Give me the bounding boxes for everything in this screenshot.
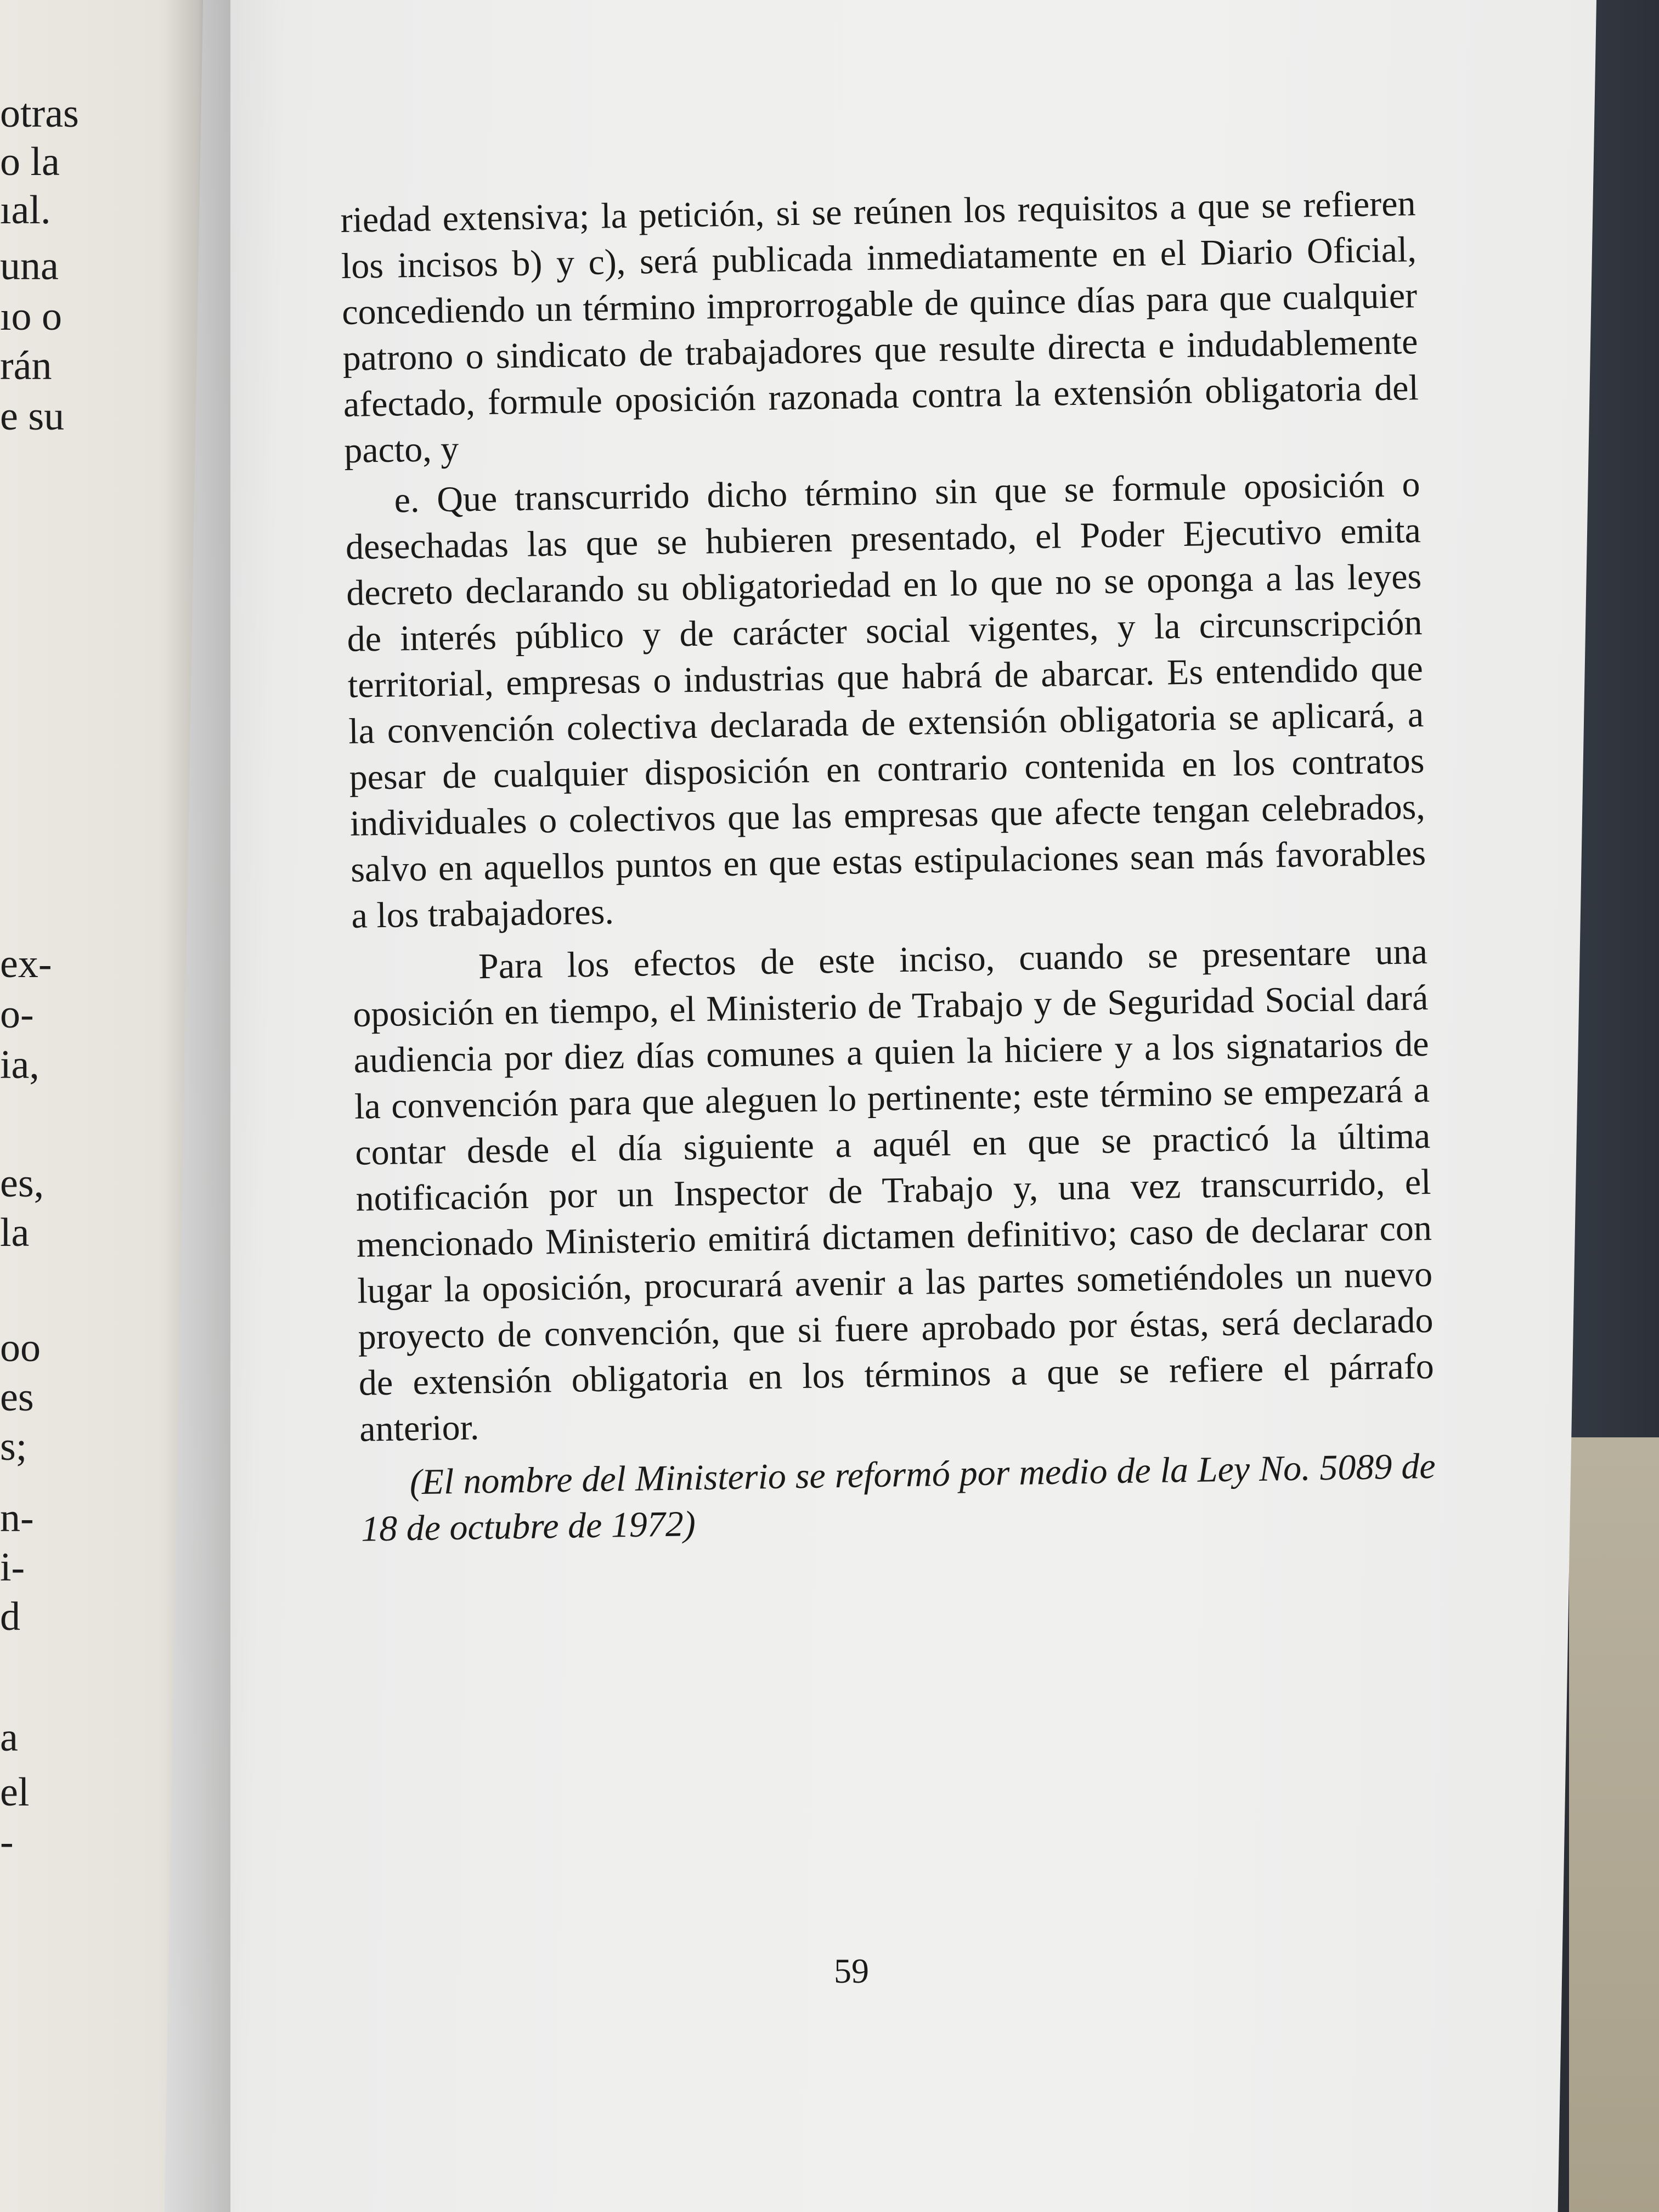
left-page-fragment: a — [0, 1715, 18, 1760]
paragraph-effects: Para los efectos de este inciso, cuando se presentare una oposición en tiempo, el Ministerio de Trabajo y de Seguridad Social dará audiencia por diez días comunes a quien la hiciere y a los signatarios de la convención para que aleguen lo pertinente; este término se empezará a contar desde el día siguiente a aquél en que se practicó la última notificación por un Inspector de Trabajo y, una vez transcurrido, el mencionado Ministerio emitirá dictamen definitivo; caso de declarar con lugar la oposición, procurará avenir a las partes sometiéndoles un nuevo proyecto de convención, que si fuere aprobado por éstas, será declarado de extensión obligatoria en los términos a que se refiere el párrafo anterior. — [352, 932, 1435, 1449]
gutter-shadow — [165, 0, 230, 2212]
left-page-fragment: - — [0, 1819, 14, 1864]
page-body — [340, 180, 1437, 1552]
left-page-fragment: o- — [0, 992, 34, 1037]
left-page-fragment: d — [0, 1594, 20, 1639]
paragraph-item-e: e. Que transcurrido dicho término sin que se formule oposición o desechadas las que se hubieren presentado, el Poder Ejecutivo emita decreto declarando su obligatoriedad en lo que no se oponga a las leyes de interés público y de carácter social vigentes, y la circunscripción territorial, empresas o industrias que habrá de abarcar. Es entendido que la convención colectiva declarada de extensión obligatoria se aplicará, a pesar de cualquier disposición en contrario contenida en los contratos individuales o colectivos que las empresas que afecte tengan celebrados, salvo en aquellos puntos en que estas estipulaciones sean más favorables a los trabajadores. — [345, 464, 1426, 936]
left-page-fragment: ıo o — [0, 294, 63, 339]
page-number: 59 — [834, 1951, 869, 1990]
left-page-fragment: es — [0, 1375, 34, 1420]
reform-note: (El nombre del Ministerio se reformó por medio de la Ley No. 5089 de 18 de octubre de 1972) — [360, 1446, 1436, 1549]
left-page-fragment: es, — [0, 1161, 44, 1206]
left-page-fragment: ıal. — [0, 188, 51, 233]
left-page-fragment: ia, — [0, 1042, 40, 1087]
left-page-fragment: i- — [0, 1545, 25, 1590]
paragraph-continuation: riedad extensiva; la petición, si se reúnen los requisitos a que se refieren los incisos b) y c), será publicada inmediatamente en el Diario Oficial, concediendo un término improrrogable de quince días para que cualquier patrono o sindicato de trabajadores que resulte directa e indudablemente afectado, formule oposición razonada contra la extensión obligatoria del pacto, y — [340, 183, 1419, 471]
left-page-fragment: e su — [0, 394, 65, 439]
left-page-fragment: la — [0, 1210, 30, 1255]
left-page-fragment: s; — [0, 1424, 27, 1469]
table-surface — [1569, 1404, 1659, 2212]
left-page-fragment: n- — [0, 1496, 34, 1541]
left-page-fragment: o la — [0, 139, 60, 184]
left-page-fragment: el — [0, 1770, 30, 1815]
left-page-fragment: una — [0, 244, 59, 289]
left-page-fragment: ex- — [0, 941, 52, 986]
left-page-fragment: rán — [0, 343, 52, 388]
left-page-fragment: otras — [0, 91, 79, 136]
left-page-fragment: oo — [0, 1325, 41, 1370]
